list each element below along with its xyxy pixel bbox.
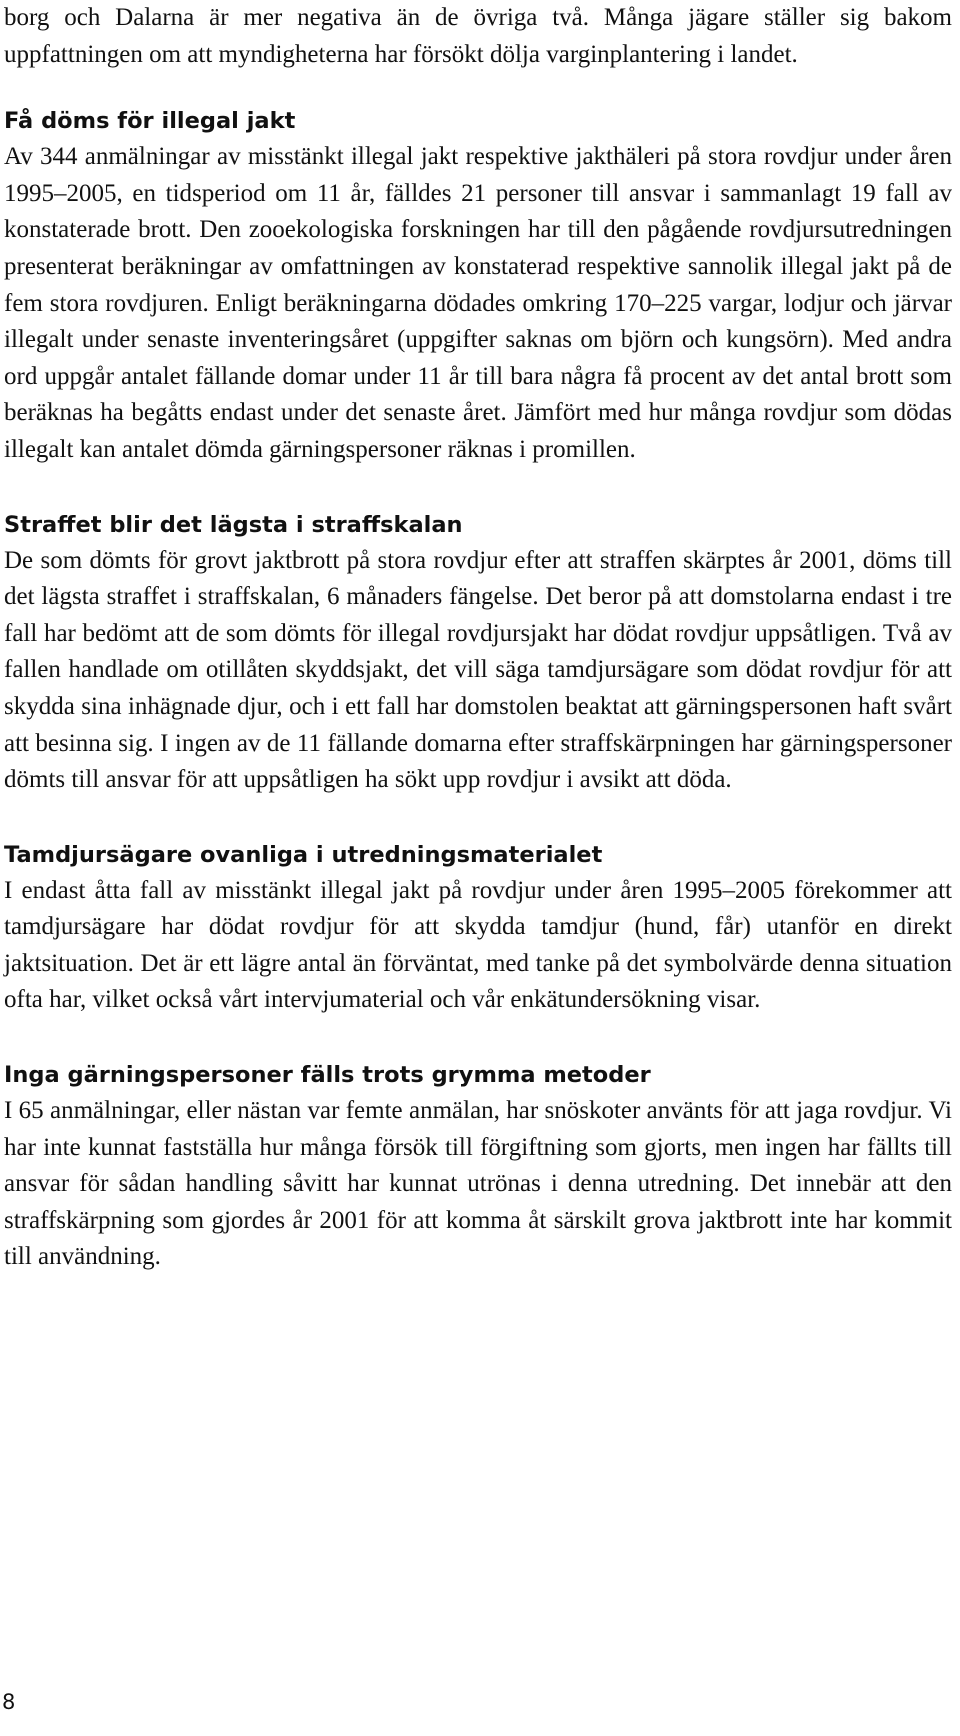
section-body-illegal-hunting: Av 344 anmälningar av misstänkt illegal jakt respektive jakthäleri på stora rovdjur under åren 1995–2005, en tidsperiod om 11 år, fälldes 21 personer till ansvar i sammanlagt 19 fall av konstaterade brott. Den zooekologiska forskningen har till den pågående rovdjursutredningen presenterat beräkningar av omfattningen av konstaterad respektive sannolik illegal jakt på de fem stora rovdjuren. Enligt beräkningarna dödades omkring 170–225 vargar, lodjur och järvar illegalt under senaste inventeringsåret (uppgifter saknas om björn och kungsörn). Med andra ord uppgår antalet fällande domar under 11 år till bara några få procent av det antal brott som beräknas ha begåtts endast under det senaste året. Jämfört med hur många rovdjur som dödas illegalt kan antalet dömda gärningspersoner räknas i promillen. — [4, 143, 952, 463]
section-body-lowest-penalty: De som dömts för grovt jaktbrott på stora rovdjur efter att straffen skärptes år 2001, döms till det lägsta straffet i straffskalan, 6 månaders fängelse. Det beror på att domstolarna endast i tre fall har bedömt att de som dömts för illegal rovdjursjakt har dödat rovdjur uppsåtligen. Två av fallen handlade om otillåten skyddsjakt, det vill säga tamdjursägare som dödat rovdjur för att skydda sina inhägnade djur, och i ett fall har domstolen beaktat att gärningspersonen haft svårt att besinna sig. I ingen av de 11 fällande domarna efter straffskärpningen har gärningspersoner dömts till ansvar för att uppsåtligen ha sökt upp rovdjur i avsikt att döda. — [4, 546, 952, 794]
section-heading-lowest-penalty: Straffet blir det lägsta i straffskalan — [4, 511, 463, 538]
page-number: 8 — [2, 1690, 16, 1714]
section-body-livestock-owners: I endast åtta fall av misstänkt illegal jakt på rovdjur under åren 1995–2005 förekommer att tamdjursägare har dödat rovdjur för att skydda tamdjur (hund, får) utanför en direkt jaktsituation. Det är ett lägre antal än förväntat, med tanke på det symbolvärde denna situation ofta har, vilket också vårt intervjumaterial och vår enkätundersökning visar. — [4, 876, 952, 1014]
intro-paragraph: borg och Dalarna är mer negativa än de övriga två. Många jägare ställer sig bakom uppfattningen om att myndigheterna har försökt dölja varginplantering i landet. — [4, 4, 952, 68]
section-body-cruel-methods: I 65 anmälningar, eller nästan var femte anmälan, har snöskoter använts för att jaga rovdjur. Vi har inte kunnat fastställa hur många försök till förgiftning som gjorts, men ingen har fällts till ansvar för sådan handling såvitt har kunnat utrönas i denna utredning. Det innebär att den straffskärpning som gjordes år 2001 för att komma åt särskilt grova jaktbrott inte har kommit till användning. — [4, 1097, 952, 1271]
section-heading-cruel-methods: Inga gärningspersoner fälls trots grymma metoder — [4, 1062, 651, 1089]
document-page — [4, 0, 952, 1276]
section-heading-livestock-owners: Tamdjursägare ovanliga i utredningsmaterialet — [4, 841, 603, 868]
section-heading-illegal-hunting: Få döms för illegal jakt — [4, 108, 296, 135]
